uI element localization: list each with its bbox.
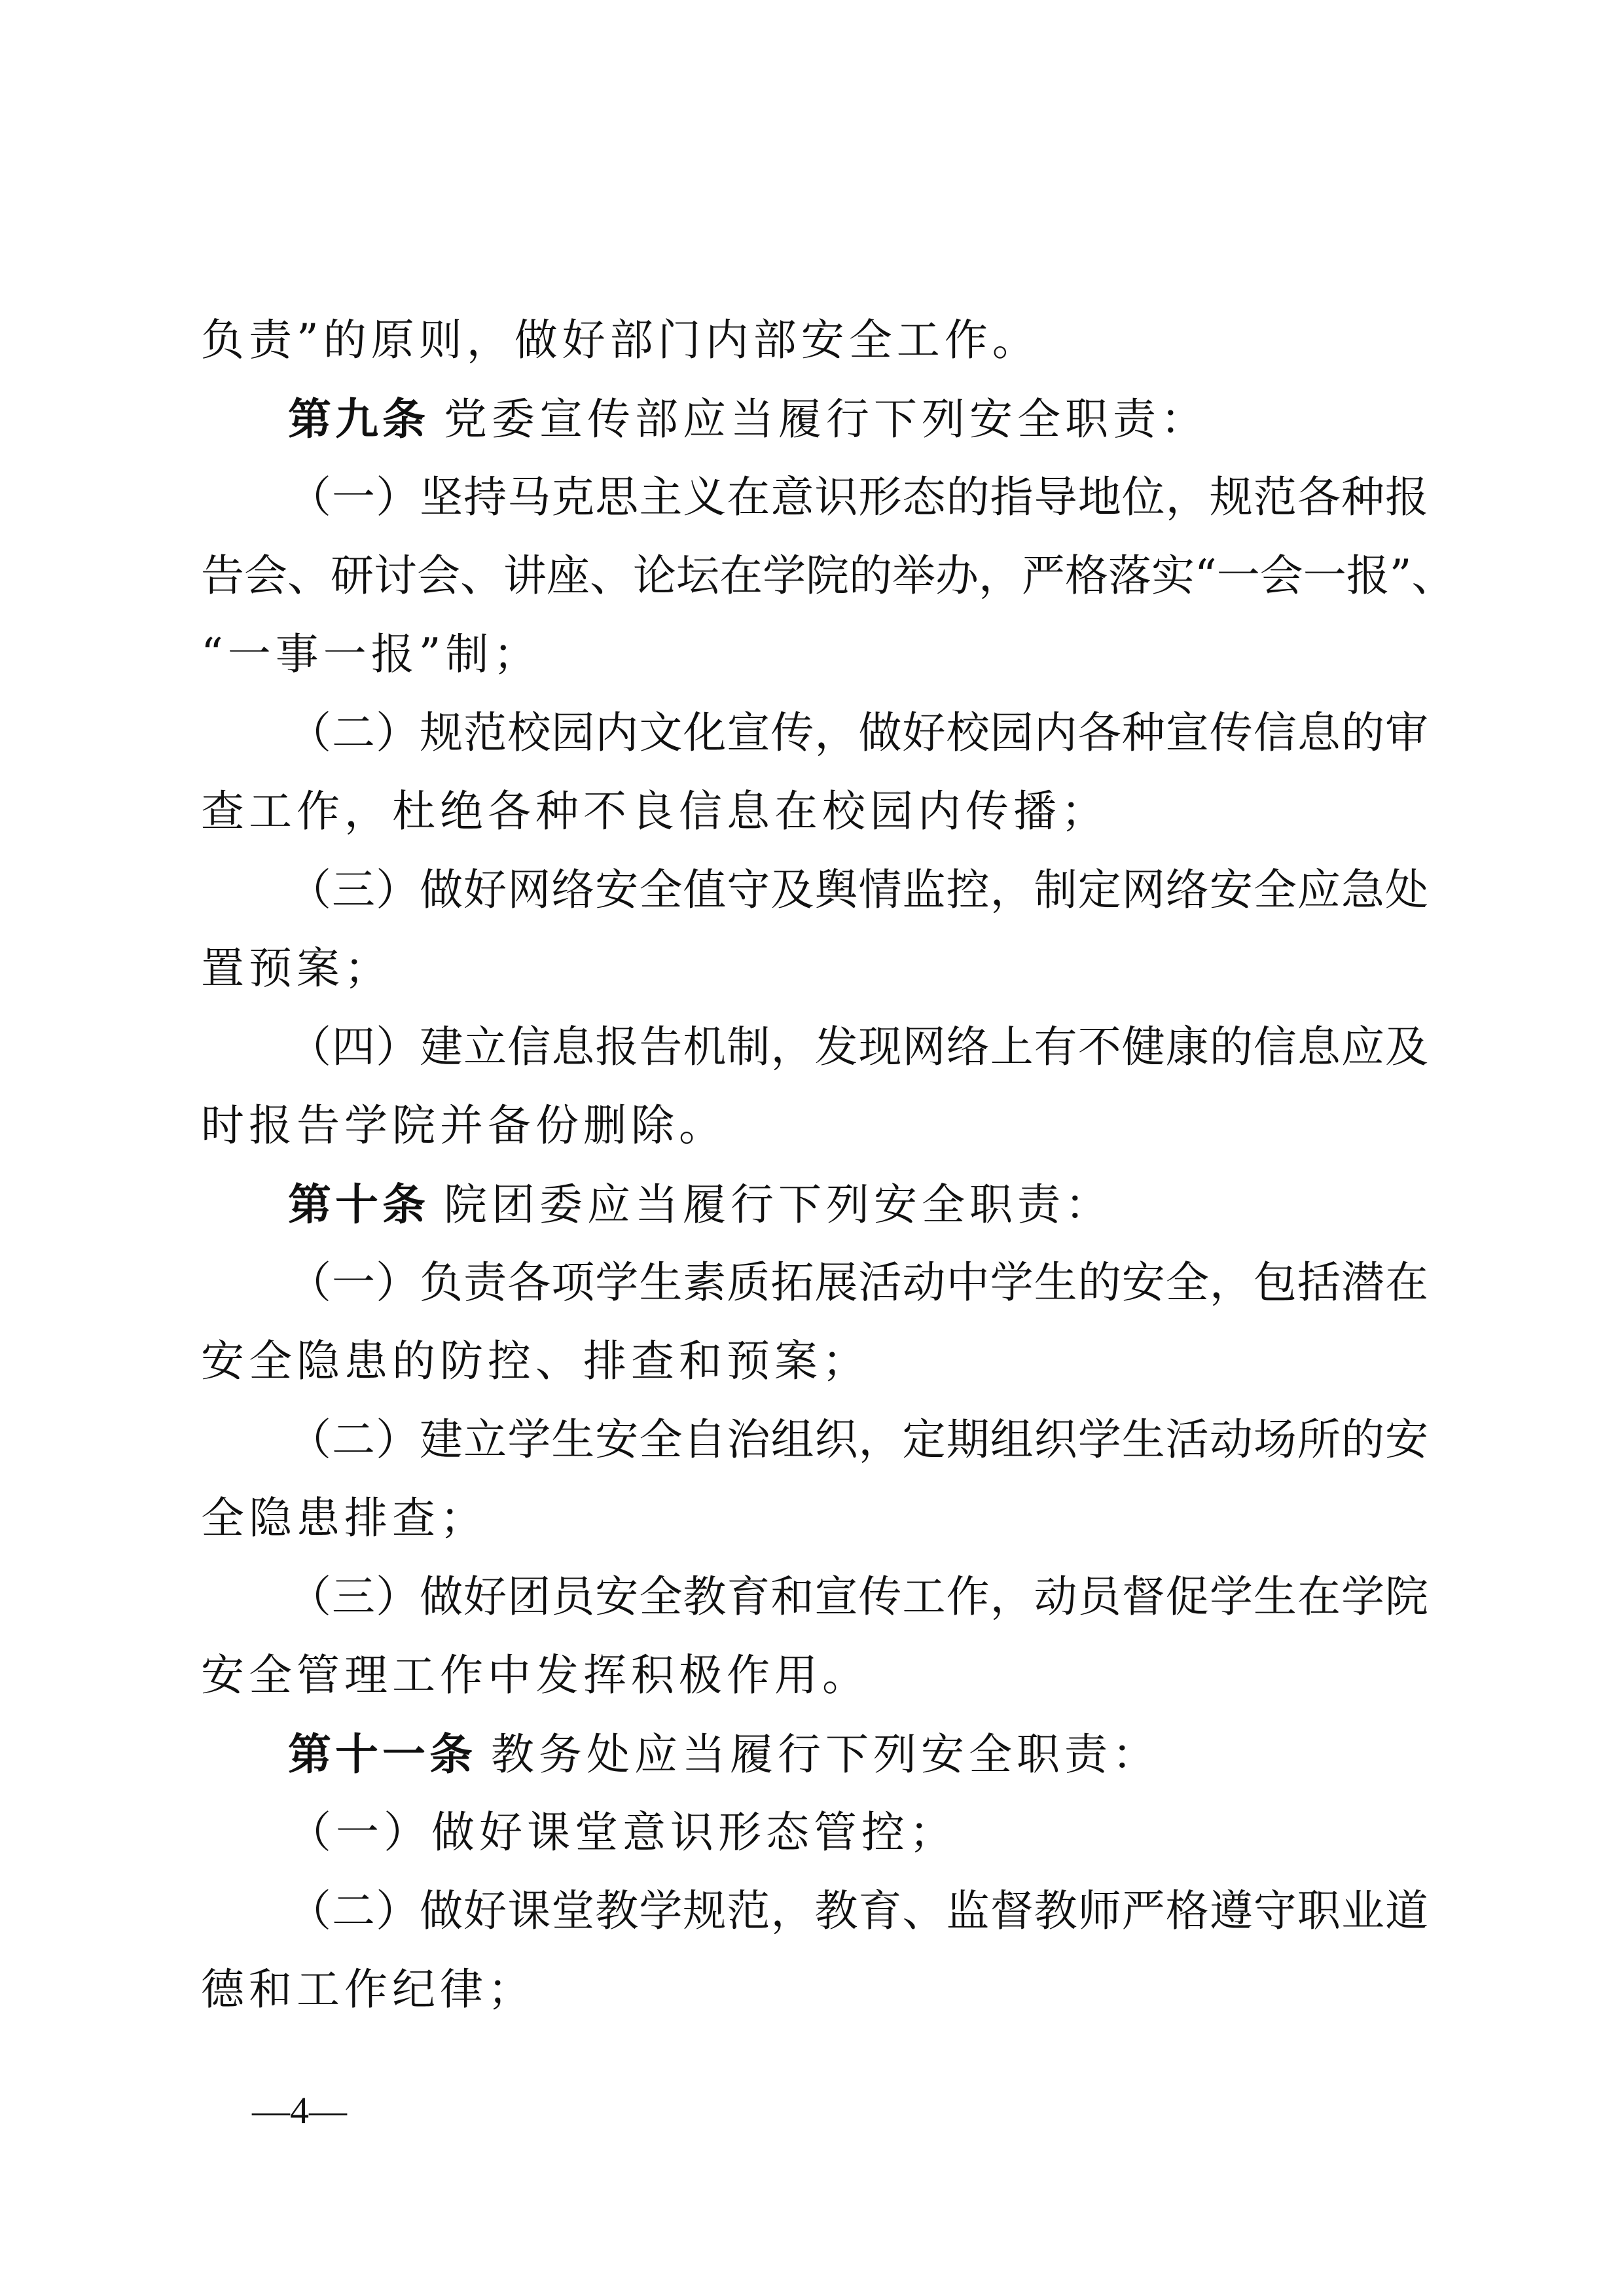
paragraph-line: 告会、研讨会、讲座、论坛在学院的举办，严格落实“一会一报”、 xyxy=(201,550,1455,601)
paragraph-line: （二）规范校园内文化宣传，做好校园内各种宣传信息的审 xyxy=(288,708,1428,758)
paragraph-line: （一）负责各项学生素质拓展活动中学生的安全，包括潜在 xyxy=(288,1257,1428,1308)
paragraph-line: 全隐患排查； xyxy=(201,1493,488,1543)
paragraph-line: 置预案； xyxy=(201,943,392,994)
paragraph-line: （二）建立学生安全自治组织，定期组织学生活动场所的安 xyxy=(288,1414,1428,1465)
paragraph-line: （三）做好团员安全教育和宣传工作，动员督促学生在学院 xyxy=(288,1571,1428,1622)
article-number: 第九条 xyxy=(288,393,429,444)
paragraph-line: “一事一报”制； xyxy=(201,629,541,679)
page-number: —4— xyxy=(252,2089,347,2132)
paragraph-line: （一）做好课堂意识形态管控； xyxy=(288,1807,957,1857)
paragraph-line: （一）坚持马克思主义在意识形态的指导地位，规范各种报 xyxy=(288,472,1428,522)
paragraph-line: 负责”的原则，做好部门内部安全工作。 xyxy=(201,315,1040,365)
paragraph-line: （二）做好课堂教学规范，教育、监督教师严格遵守职业道 xyxy=(288,1886,1428,1936)
article-number: 第十条 xyxy=(288,1179,429,1230)
paragraph-line: （四）建立信息报告机制，发现网络上有不健康的信息应及 xyxy=(288,1022,1428,1072)
article-number: 第十一条 xyxy=(288,1729,477,1780)
paragraph-line: 查工作，杜绝各种不良信息在校园内传播； xyxy=(201,786,1109,836)
article-10-heading: 第十条 院团委应当履行下列安全职责： xyxy=(288,1179,1113,1230)
paragraph-line: （三）做好网络安全值守及舆情监控，制定网络安全应急处 xyxy=(288,865,1428,915)
paragraph-line: 安全隐患的防控、排查和预案； xyxy=(201,1336,870,1386)
paragraph-line: 时报告学院并备份删除。 xyxy=(201,1100,727,1151)
paragraph-line: 安全管理工作中发挥积极作用。 xyxy=(201,1650,870,1700)
article-9-heading: 第九条 党委宣传部应当履行下列安全职责： xyxy=(288,393,1208,444)
paragraph-line: 德和工作纪律； xyxy=(201,1964,535,2015)
article-11-heading: 第十一条 教务处应当履行下列安全职责： xyxy=(288,1729,1160,1780)
